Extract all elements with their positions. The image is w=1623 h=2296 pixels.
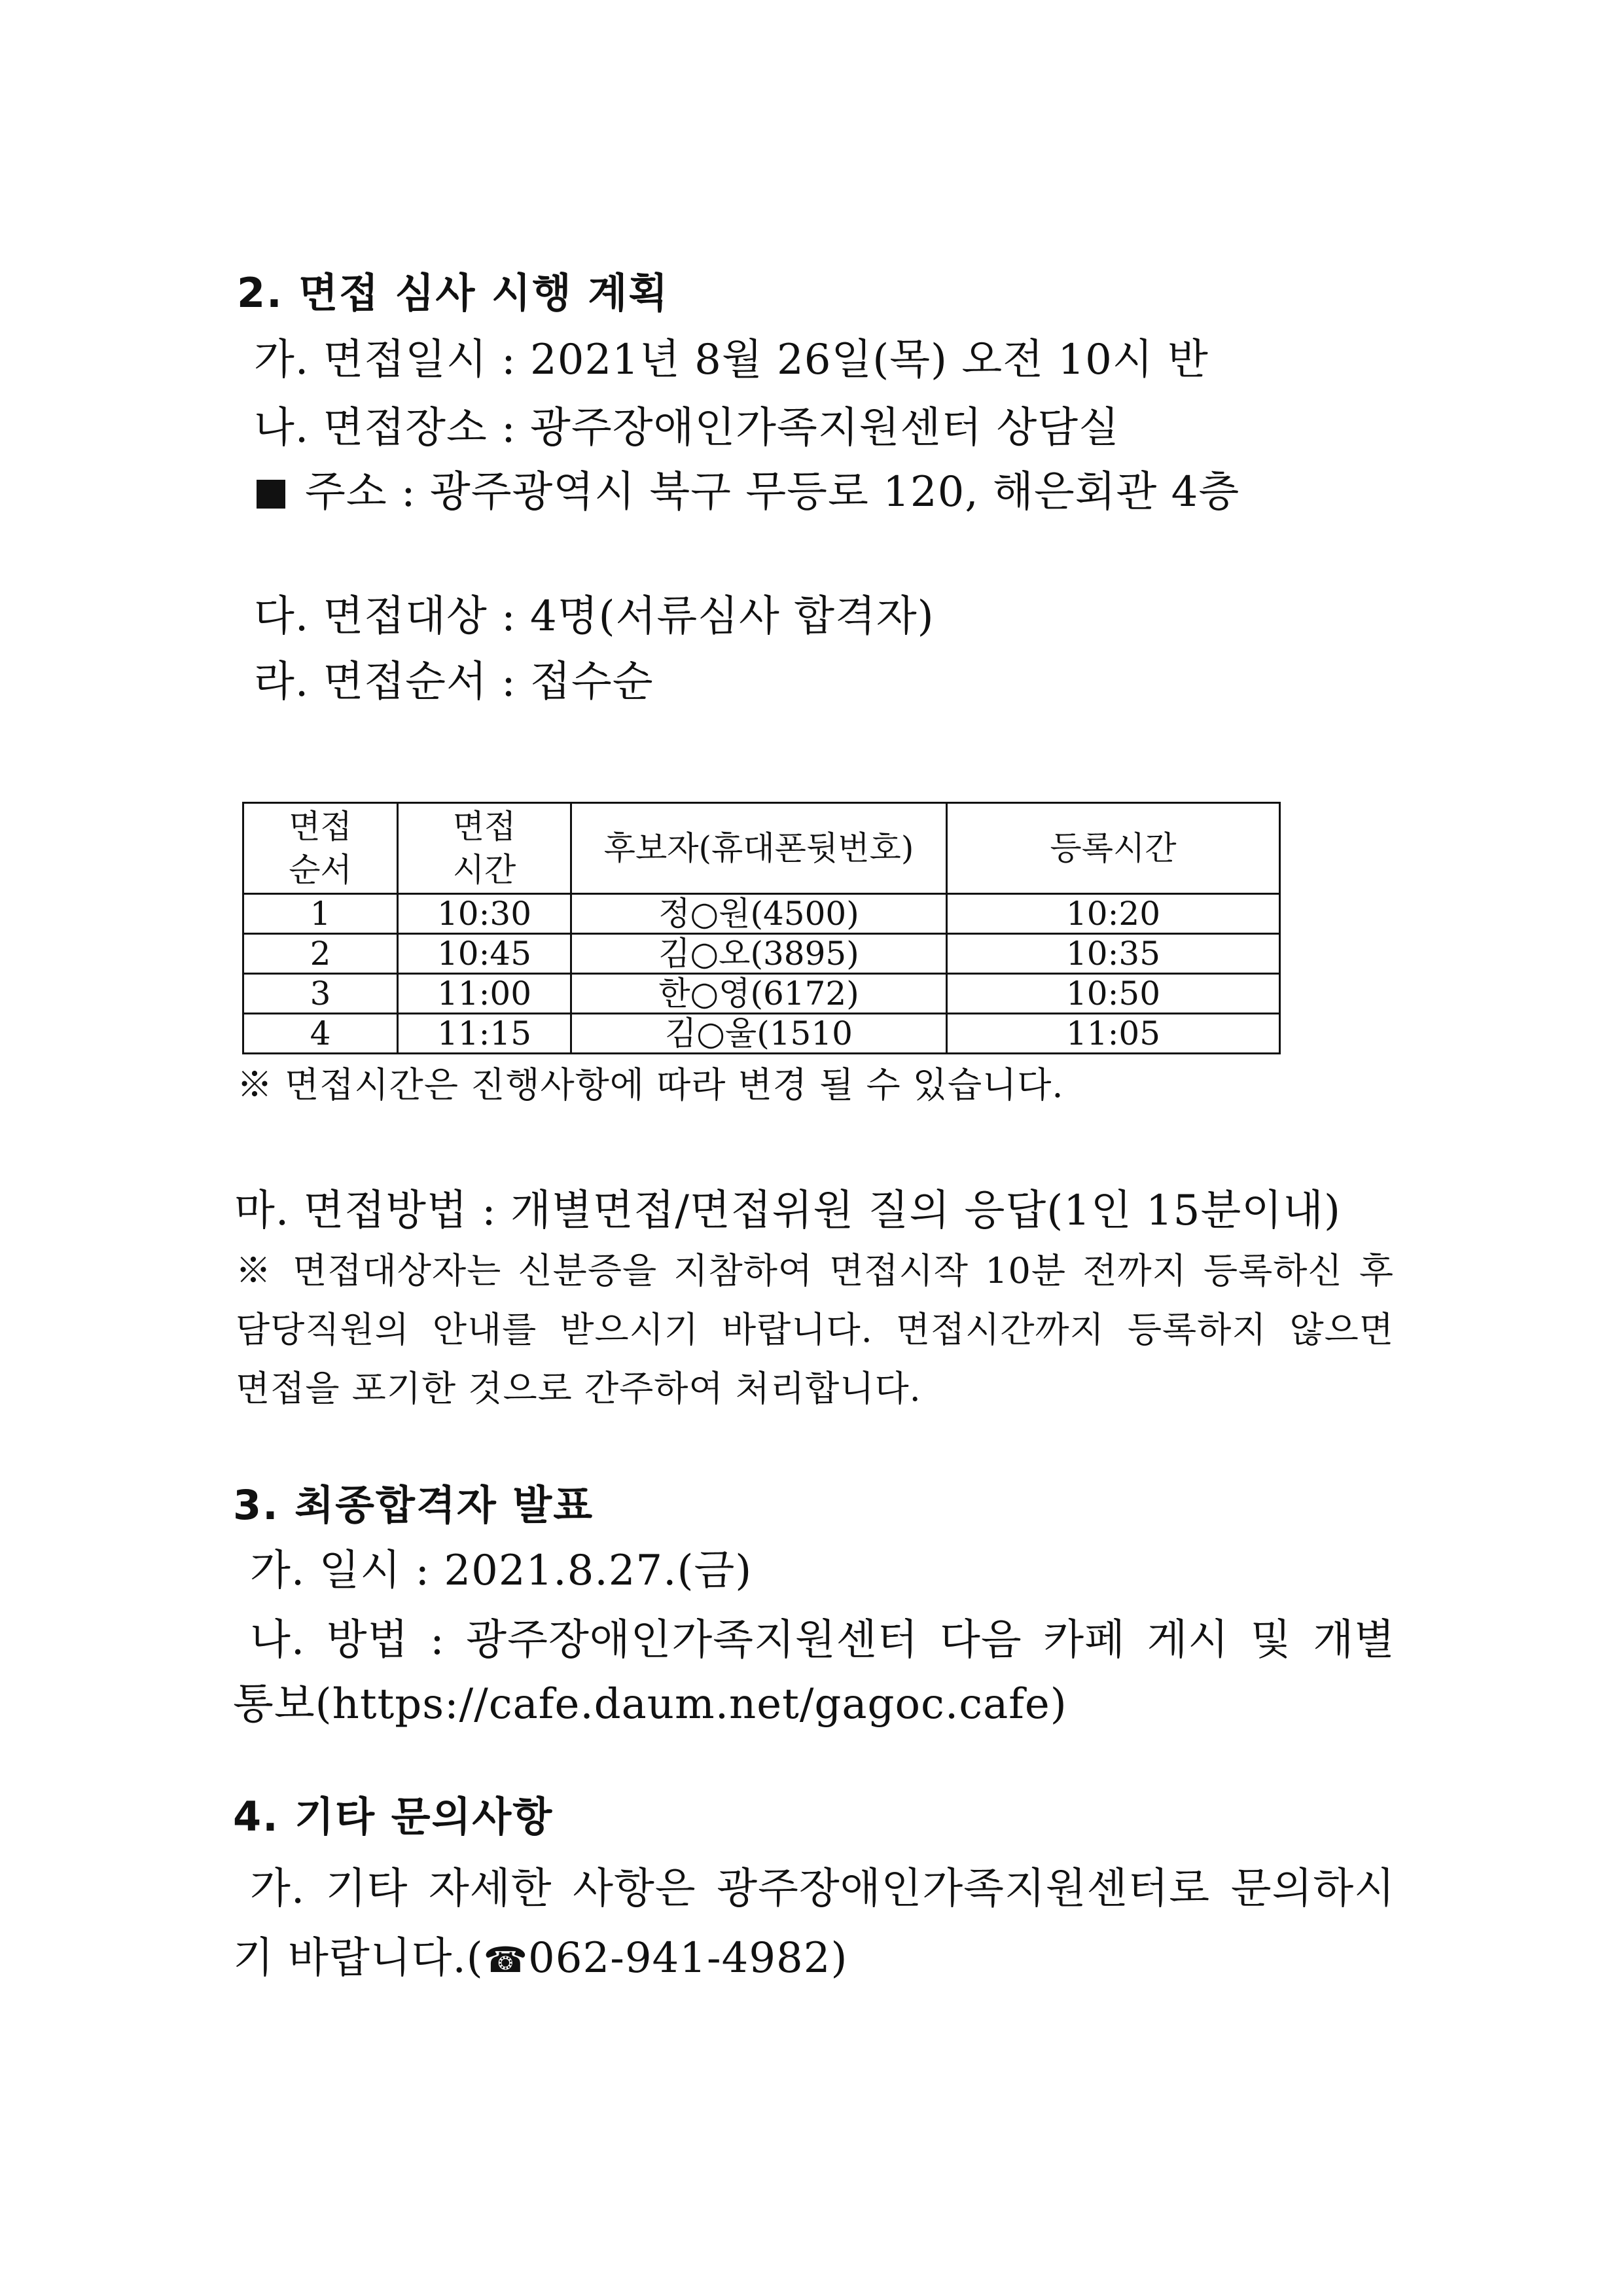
cell-register: 10:20 bbox=[947, 894, 1280, 934]
cell-time: 11:15 bbox=[398, 1014, 571, 1054]
announce-method-line-1: 나. 방법 : 광주장애인가족지원센터 다음 카페 게시 및 개별 bbox=[250, 1616, 1395, 1664]
interview-targets: 다. 면접대상 : 4명(서류심사 합격자) bbox=[254, 592, 935, 641]
cell-order: 4 bbox=[243, 1014, 398, 1054]
method-note-line-1: ※ 면접대상자는 신분증을 지참하여 면접시작 10분 전까지 등록하신 후 bbox=[236, 1250, 1394, 1291]
table-row bbox=[243, 1014, 1280, 1054]
address-text: 주소 : 광주광역시 북구 무등로 120, 해은회관 4층 bbox=[305, 468, 1240, 516]
cell-time: 11:00 bbox=[398, 974, 571, 1014]
cell-time: 10:45 bbox=[398, 934, 571, 974]
cell-register: 10:50 bbox=[947, 974, 1280, 1014]
cell-candidate: 김○오(3895) bbox=[571, 934, 947, 974]
table-row bbox=[243, 974, 1280, 1014]
method-note-line-2: 담당직원의 안내를 받으시기 바랍니다. 면접시간까지 등록하지 않으면 bbox=[236, 1309, 1394, 1350]
cell-register: 11:05 bbox=[947, 1014, 1280, 1054]
inquiry-prefix: 기 바랍니다.( bbox=[233, 1934, 484, 1982]
cell-order: 2 bbox=[243, 934, 398, 974]
table-row bbox=[243, 934, 1280, 974]
cell-register: 10:35 bbox=[947, 934, 1280, 974]
inquiry-line-2 bbox=[233, 1931, 847, 1988]
section-4-title: 4. 기타 문의사항 bbox=[233, 1793, 554, 1840]
announce-method-line-2: 통보(https://cafe.daum.net/gagoc.cafe) bbox=[233, 1680, 1067, 1729]
header-register-time: 등록시간 bbox=[947, 803, 1280, 894]
table-header-row bbox=[243, 803, 1280, 894]
interview-address bbox=[257, 465, 1240, 520]
cell-candidate: 한○영(6172) bbox=[571, 974, 947, 1014]
section-3-title: 3. 최종합격자 발표 bbox=[233, 1481, 594, 1529]
header-time: 면접 시간 bbox=[398, 803, 571, 894]
interview-schedule-table bbox=[242, 802, 1281, 1054]
header-order: 면접 순서 bbox=[243, 803, 398, 894]
section-2-title: 2. 면접 심사 시행 계획 bbox=[237, 269, 669, 317]
cell-candidate: 정○원(4500) bbox=[571, 894, 947, 934]
interview-order: 라. 면접순서 : 접수순 bbox=[254, 658, 654, 706]
inquiry-line-1: 가. 기타 자세한 사항은 광주장애인가족지원센터로 문의하시 bbox=[250, 1865, 1395, 1913]
interview-datetime: 가. 면접일시 : 2021년 8월 26일(목) 오전 10시 반 bbox=[254, 336, 1209, 384]
interview-place: 나. 면접장소 : 광주장애인가족지원센터 상담실 bbox=[254, 404, 1120, 452]
square-bullet-icon bbox=[257, 480, 285, 509]
header-candidate: 후보자(휴대폰뒷번호) bbox=[571, 803, 947, 894]
cell-order: 3 bbox=[243, 974, 398, 1014]
cell-time: 10:30 bbox=[398, 894, 571, 934]
announce-date: 가. 일시 : 2021.8.27.(금) bbox=[250, 1547, 753, 1595]
interview-method: 마. 면접방법 : 개별면접/면접위원 질의 응답(1인 15분이내) bbox=[234, 1187, 1341, 1235]
telephone-icon: ☎ bbox=[483, 1939, 529, 1981]
cell-order: 1 bbox=[243, 894, 398, 934]
cell-candidate: 김○울(1510 bbox=[571, 1014, 947, 1054]
inquiry-phone: 062-941-4982) bbox=[528, 1934, 848, 1982]
schedule-note: ※ 면접시간은 진행사항에 따라 변경 될 수 있습니다. bbox=[237, 1064, 1064, 1105]
table-row bbox=[243, 894, 1280, 934]
method-note-line-3: 면접을 포기한 것으로 간주하여 처리합니다. bbox=[236, 1368, 921, 1409]
